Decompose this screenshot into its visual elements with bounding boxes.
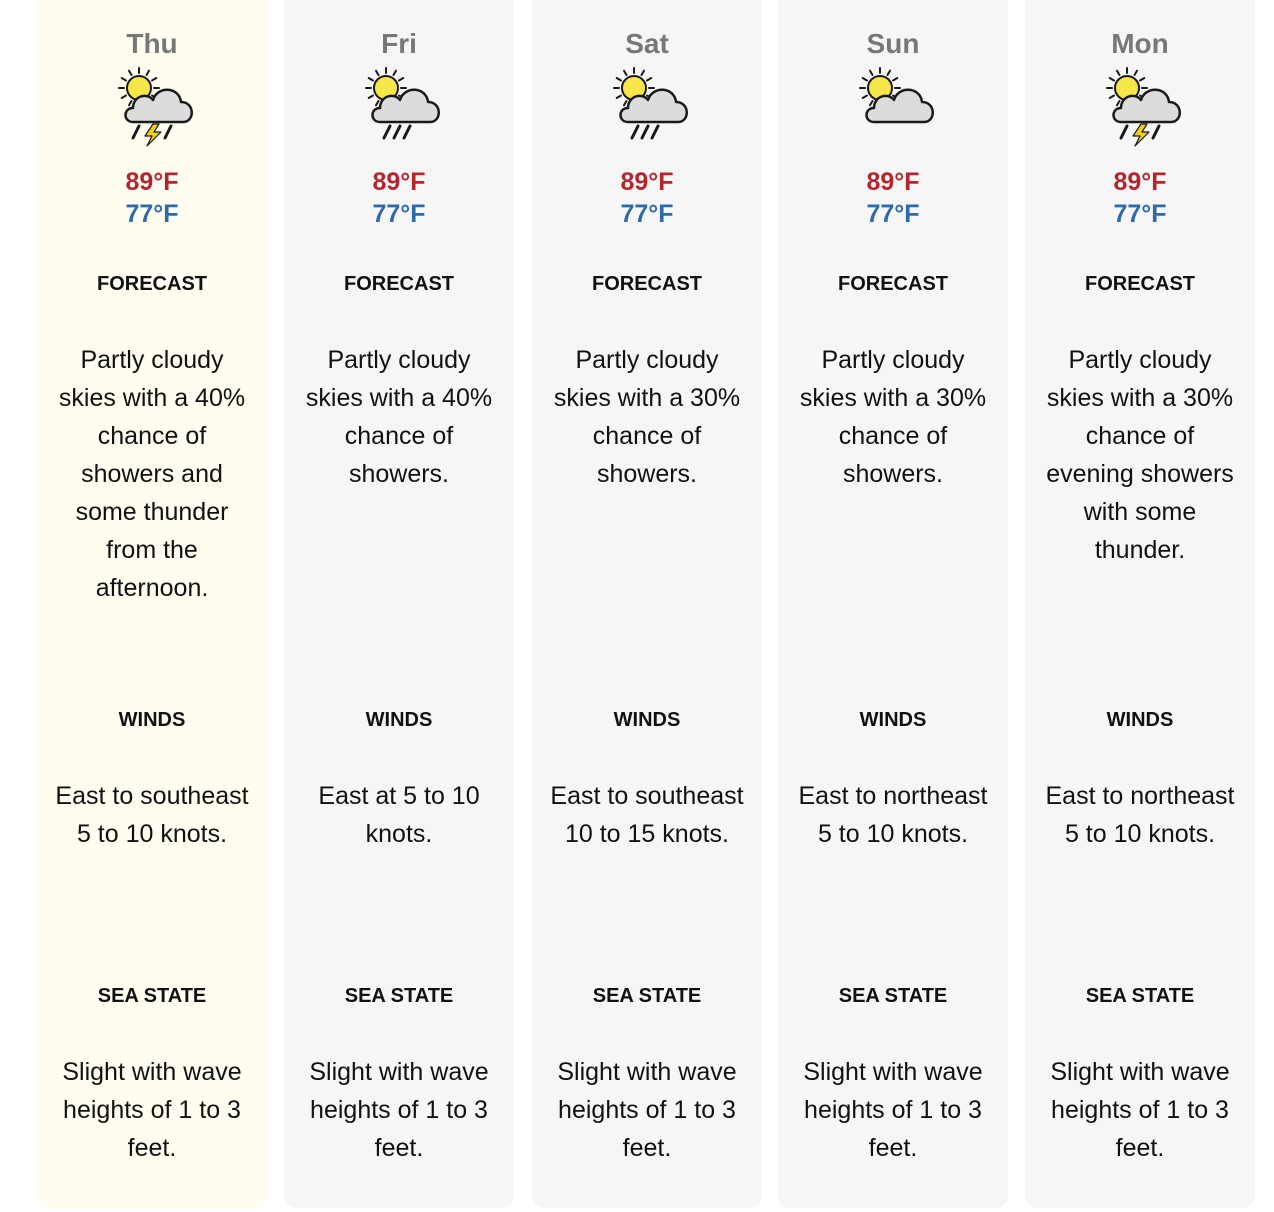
forecast-text: Partly cloudy skies with a 40% chance of showers. (305, 346, 493, 488)
forecast-text: Partly cloudy skies with a 40% chance of showers and some thunder from the afternoon. (58, 346, 246, 602)
forecast-card-sat (532, 0, 762, 1208)
high-temp: 89°F (620, 168, 674, 196)
low-temp: 77°F (866, 200, 920, 228)
low-temp: 77°F (125, 200, 179, 228)
sea-state-text: Slight with wave heights of 1 to 3 feet. (1050, 1058, 1230, 1162)
partly-cloudy-icon (856, 64, 940, 148)
winds-text: East to southeast 10 to 15 knots. (550, 782, 744, 848)
forecast-text: Partly cloudy skies with a 30% chance of showers. (553, 346, 741, 488)
thunderstorm-icon (1103, 64, 1187, 148)
day-name: Fri (381, 28, 417, 59)
day-name: Sat (625, 28, 669, 59)
forecast-label: FORECAST (97, 273, 207, 295)
forecast-label: FORECAST (344, 273, 454, 295)
high-temp: 89°F (125, 168, 179, 196)
forecast-text: Partly cloudy skies with a 30% chance of showers. (799, 346, 987, 488)
sea-state-label: SEA STATE (344, 985, 454, 1007)
winds-label: WINDS (118, 709, 186, 731)
winds-text: East to northeast 5 to 10 knots. (798, 782, 988, 848)
sea-state-text: Slight with wave heights of 1 to 3 feet. (309, 1058, 489, 1162)
rain-showers-icon (362, 64, 446, 148)
sea-state-label: SEA STATE (838, 985, 948, 1007)
forecast-card-fri (284, 0, 514, 1208)
low-temp: 77°F (620, 200, 674, 228)
day-name: Sun (866, 28, 920, 59)
forecast-text: Partly cloudy skies with a 30% chance of evening showers with some thunder. (1046, 346, 1234, 564)
sea-state-text: Slight with wave heights of 1 to 3 feet. (803, 1058, 983, 1162)
high-temp: 89°F (866, 168, 920, 196)
forecast-label: FORECAST (592, 273, 702, 295)
day-name: Mon (1111, 28, 1169, 59)
winds-label: WINDS (859, 709, 927, 731)
forecast-label: FORECAST (1085, 273, 1195, 295)
sea-state-label: SEA STATE (1085, 985, 1195, 1007)
winds-text: East at 5 to 10 knots. (318, 782, 480, 848)
forecast-card-sun (778, 0, 1008, 1208)
forecast-card-mon (1025, 0, 1255, 1208)
sea-state-text: Slight with wave heights of 1 to 3 feet. (557, 1058, 737, 1162)
day-name: Thu (126, 28, 178, 59)
winds-label: WINDS (1106, 709, 1174, 731)
forecast-label: FORECAST (838, 273, 948, 295)
rain-showers-icon (610, 64, 694, 148)
sea-state-label: SEA STATE (592, 985, 702, 1007)
low-temp: 77°F (372, 200, 426, 228)
winds-text: East to northeast 5 to 10 knots. (1045, 782, 1235, 848)
sea-state-label: SEA STATE (97, 985, 207, 1007)
sea-state-text: Slight with wave heights of 1 to 3 feet. (62, 1058, 242, 1162)
thunderstorm-icon (115, 64, 199, 148)
high-temp: 89°F (372, 168, 426, 196)
winds-label: WINDS (365, 709, 433, 731)
forecast-card-thu (37, 0, 267, 1208)
high-temp: 89°F (1113, 168, 1167, 196)
low-temp: 77°F (1113, 200, 1167, 228)
winds-label: WINDS (613, 709, 681, 731)
winds-text: East to southeast 5 to 10 knots. (55, 782, 249, 848)
